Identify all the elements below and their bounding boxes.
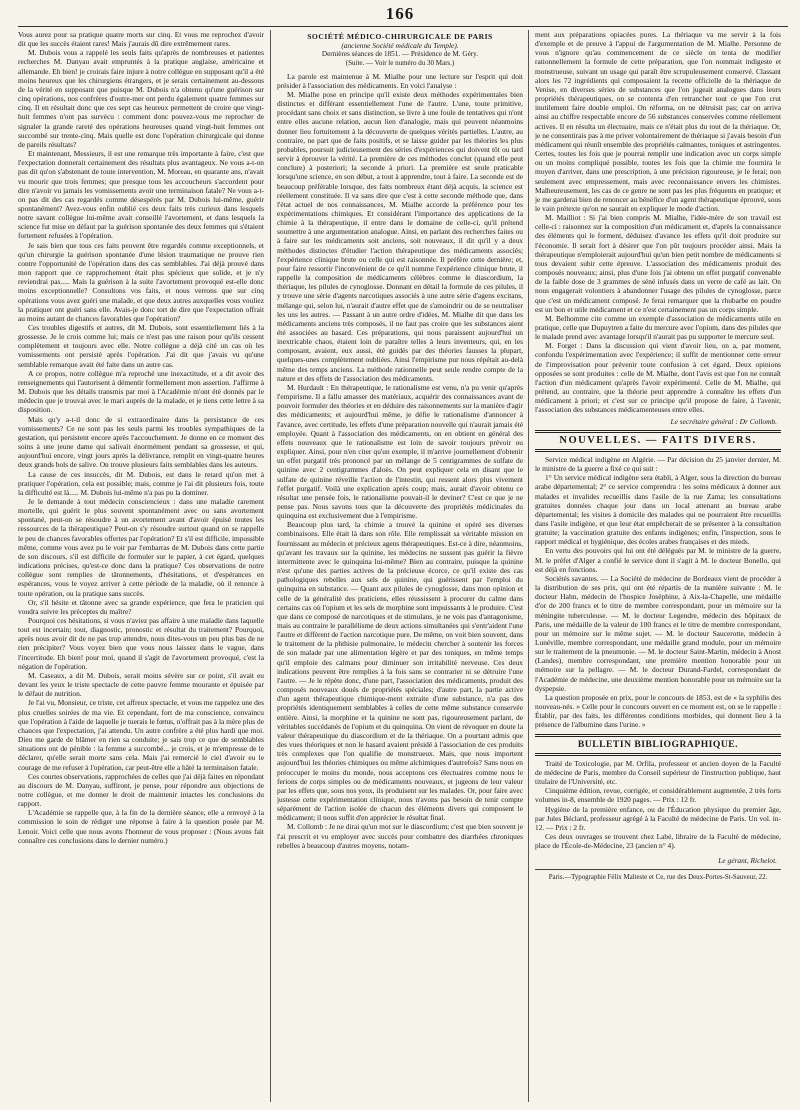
paragraph: M. Dubois vous a rappelé les seuls faits qu'après de nombreuses et patientes recherches M. Danyau avait empruntés à la pratique anglaise, américaine et allemande. Eh bien! je croirais faire injure à notre collègue en supposant qu'il a été moins heureux que les chirurgiens étrangers, et je serais certainement au-dessous de la vérité en supposant que puisque M. Dubois n'a obtenu qu'une guérison sur cinq opérations, nos confrères d'outre-mer ont perdu également quatre femmes sur cinq. Il en résultait donc que ces sept cas heureux permettent de croire que vingt-huit femmes n'ont pas survécu : comment donc pouvez-vous me reprocher de signaler la grande rareté des opérations heureuses quand vingt-huit femmes ont succombé sur trente-cinq. Mais quelle est donc l'opération chirurgicale qui donne de pareils résultats? bbox=[18, 48, 264, 149]
paragraph: Et maintenant, Messieurs, il est une remarque très importante à faire, c'est que l'expectation donnerait certainement des résultats plus avantageux. Ne vous a-t-on pas dit qu'on s'abstenant de toute intervention, M. Moreau, en quarante ans, n'avait vu mourir que trois femmes; que presque tous les accoucheurs s'accordent pour dire n'avoir vu jamais les vomissements avoir une terminaison fatale? Ne vous a-t-on pas dit des cas regardés comme désespérés par M. Dubois lui-même, guérir spontanément? Avez-vous enfin oublié ces deux faits très curieux dans lesquels notre savant collègue lui-même avait conseillé l'avortement, et dans lesquels la science fut mise en défaut par la guérison spontanée des deux femmes qui s'étaient fortement refusées à l'opération. bbox=[18, 149, 264, 241]
paragraph: M. Belhomme cite comme un exemple d'association de médicaments utile en pratique, celle que Dupuytren a faite du mercure avec l'opium, dans des pilules que le malade prend avec avantage lorsqu'il n'aurait pas pu supporter le mercure seul. bbox=[535, 313, 781, 342]
biblio-entry: Cinquième édition, revue, corrigée, et considérablement augmentée, 2 très forts volumes in-8, ensemble de 1920 pages. — Prix : 12 fr. bbox=[535, 786, 781, 805]
paragraph: M. Hurdault : En thérapeutique, le rationalisme est venu, n'a pu venir qu'après l'empirisme. Il a fallu amasser des matériaux, acquérir des connaissances avant de pouvoir formuler des théories et en déduire des raisonnements sur la manière d'agir des médicaments; et aujourd'hui même, je défie le rationalisme d'annoncer à l'avance, avec certitude, les effets d'une préparation nouvelle qui n'aurait jamais été employée. Quant à l'association des médicaments, on en obtient en général des effets nouveaux que le rationalisme est loin de savoir toujours prévoir ou expliquer. Ainsi, pour n'en citer qu'un exemple, il m'arrive journellement d'obtenir un effet purgatif très prononcé par un mélange de 5 centigrammes de sulfate de quinine avec 2 centigrammes d'aloès. On peut expliquer cela en disant que le sulfate de quinine réveille l'action de l'intestin, qui ressent alors plus vivement l'effet purgatif. Voilà une explication après coup; mais, aurait d'avoir obtenu ce résultat une pensée fois, le rationalisme pouvait-il le deviner? C'est ce que je ne pense pas. Nous savons tous que la découverte des propriétés médicinales du quinquina est exclusivement due à l'empirisme. bbox=[277, 382, 523, 521]
news-paragraph: La question proposée en prix, pour le concours de 1853, est de « la syphilis des nouveau-nés. » Celle pour le concours ouvert en ce moment est, on se le rappelle : Établir, par des faits, les différentes conditions morbides, qui donnent lieu à la présence de l'albumine dans l'urine. » bbox=[535, 692, 781, 730]
society-subtitle: (ancienne Société médicale du Temple). bbox=[341, 41, 459, 51]
biblio-entry: Ces deux ouvrages se trouvent chez Labé, libraire de la Faculté de médecine, place de l'École-de-Médecine, 23 (ancien n° 4). bbox=[535, 831, 781, 851]
section-divider bbox=[535, 430, 781, 433]
paragraph: La parole est maintenue à M. Mialhe pour une lecture sur l'esprit qui doit présider à l'association des médicaments. En voici l'analyse : bbox=[277, 71, 523, 90]
paragraph: M. Mailliot : Si j'ai bien compris M. Mialhe, l'idée-mère de son travail est celle-ci : raisonnez sur la composition d'un médicament et, d'après la connaissance des éléments qui le forment, déduisez d'avance les effets qu'il doit produire sur l'économie. Il serait fort à désirer que l'on pût toujours procéder ainsi. Mais la thérapeutique n'emploierait aujourd'hui qu'un bien petit nombre de médicaments si tous devaient subir cette épreuve. L'association des médicaments produit des composés nouveaux; ainsi, plus d'une fois j'ai obtenu un effet purgatif convenable de la faible dose de 3 grammes de séné infusés dans un verre de café au lait. On nous engagerait volontiers à abandonner l'usage des pilules de cynoglosse, parce que c'est un médicament composé. Je ferai remarquer que la rhubarbe en poudre est un bon et utile médicament et ce n'est certainement pas un corps simple. bbox=[535, 213, 781, 314]
printer-imprint: Paris.—Typographie Félix Malteste et Ce, rue des Deux-Portes-St-Sauveur, 22. bbox=[535, 869, 781, 882]
paragraph: Je sais bien que tous ces faits peuvent être regardés comme exceptionnels, et qu'un chirurgie la guérison spontanée d'une lésion traumatique ne prouve rien contre l'opportunité de l'opération dans des cas semblables. J'ai déjà prouvé dans mon rapport que ce rapprochement était plus spécieux que solide, et je n'y reviendrai pas..... Mais la guérison à la suite l'avortement provoqué est-elle donc moins exceptionnelle? Consultons vos faits, et nous verrons que sur cinq opérations vous avez guéri une malade, et que deux autres auxquelles vous vouliez la pratiquer ont guéri sans elle. Avais-je donc tort de dire que l'expectation offrait au moins autant de chances favorables que l'opération? bbox=[18, 240, 264, 323]
paragraph: Or, s'il hésite et tâtonne avec sa grande expérience, que fera le praticien qui voudra suivre les préceptes du maître? bbox=[18, 597, 264, 616]
paragraph: M. Forget : Dans la discussion qui vient d'avoir lieu, on a, par moment, confondu l'expérimentation avec l'expérience; il suffit de mentionner cette erreur de l'improvisation pour prévenir toute confusion à cet égard. Deux opinions opposées se sont produites : celle de M. Mialhe, dont l'avis est que l'on ne connaît l'action d'un médicament qu'après l'avoir expérimenté. Celle de M. Mialhe, qui prétend, au contraire, que la théorie peut apprendre à connaître les effets d'un médicament à priori; et c'est sur ce principe qu'il propose de faire, à l'avenir, l'association des substances médicamenteuses entre elles. bbox=[535, 341, 781, 415]
paragraph: Beaucoup plus tard, la chimie a trouvé la quinine et opéré ses diverses combinaisons. Elle était là dans son rôle. Elle remplissait sa véritable mission en fournissant au médecin et précieux agens thérapeutiques. Est-ce à dire, néanmoins, qu'avant les travaux sur la quinine, les médecins ne sussent pas guérir la fièvre intermittente avec le quinquina lui-même? Bien au contraire, puisque la quinine n'est qu'une des parties actives de la précieuse écorce, ce qu'il existe des cas pathologiques rebelles aux sels de quinine, qui guérissent par l'emploi du quinquina en substance. — Quant aux pilules de cynoglosse, dans mon opinion et celle de la généralité des praticiens, elles réussissent à procurer du calme dans certains cas où l'opium et les sels de morphine sont impuissants à le produire. C'est que dans ce composé de narcotiques et de stimulans, je ne vois pas d'antagonisme, mais au contraire le parallélisme de deux actions simultanées qui s'entr'aident l'une l'autre et diffèrent de l'action narcotique pure. De même, on voit bien souvent, dans le traitement de la phthisie pulmonaire, le médecin chercher à soutenir les forces de son malade par une alimentation légère et par des toniques, en même temps qu'il emploie des calmans pour diminuer son irritabilité nerveuse. Ces deux indications peuvent être remplies à la fois sans se contrarier ni se détruire l'une l'autre. — Je le répète donc, d'une part, l'association des médicaments, produit des composés nouveaux doués de propriétés spéciales; d'autre part, la partie active d'un agent thérapeutique chimique-ment extraite d'une substance, n'a pas des propriétés identiquement semblables à celles de cette même substance conservée entière. Ainsi, la morphine et la quinine ne sont pas, rigoureusement parlant, de véritables succédanés de l'opium et du quinquina. On vient de révoquer en doute la valeur thérapeutique du diascordium et de la thériaque. On a pourtant admis que des vues théoriques et non le hasard avaient présidé à l'association de ces produits très complexes que l'on qualifie de monstrueux. Mais, que nous importent aujourd'hui les théories chimiques ou même alchimiques d'autrefois? Sans nous en préoccuper le moins du monde, nous acceptons ces électuaires comme nous le ferions de corps simples ou de médicaments nouveaux, et jugeons de leur valeur par les effets que, sous nos yeux, ils produisent sur les malades. Or, pour faire avec justesse cette expérimentation clinique, nous n'avons pas besoin de tenir compte séparément de l'action isolée de chacun des éléments divers qui composent le médicament; il nous suffit d'en apprécier le résultat final. bbox=[277, 520, 523, 823]
paragraph: ment aux préparations opiacées pures. La thériaque va me servir à la fois d'exemple et de preuve à l'appui de l'argumentation de M. Mialhe. Personne de vous n'ignore qu'au commencement de ce siècle on tenta de modifier rationnellement la formule de cette préparation, que l'on nommait indigeste et monstrueuse, suivant un usage qui paraît être scrupuleusement conservé. Classant alors les 72 ingrédients qui composaient la recette officielle de la thériaque de Venise, en diverses séries de substances que l'on jugeait analogues dans leurs propriétés thérapeutiques, on se contenta d'en retrancher tout ce que l'on crut inutilement faire double emploi. On réforma, on ne détruisit pas; car on arriva ainsi au chiffre respectable encore de 56 substances conservées comme réellement actives. Il en résulta un électuaire, mais ce n'était plus du tout de la thériaque. Or, je ne consentirais pas à me priver volontairement de thériaque si j'avais besoin d'un médicament qui réunît ensemble des propriétés calmantes, toniques et astringentes. Certes, toutes les fois que je pourrai remplir une indication avec un corps simple ou un moins compliqué possible, toutes les fois que la chimie me fournira le moyen d'arriver, dans une prescription, à une précision rigoureuse, je le ferai; non seulement avec empressement, mais avec reconnaissance envers les chimistes. Malheureusement, les cas de ce genre ne sont pas les plus fréquents en pratique; et je me garderai bien de renoncer au bénéfice d'un agent thérapeutique éprouvé, sous le vain prétexte qu'on ne saurait en expliquer le mode d'action. bbox=[535, 30, 781, 213]
news-paragraph: En vertu des pouvoirs qui lui ont été délégués par M. le ministre de la guerre, M. le préfet d'Alger a confié le service dont il s'agit à M. le docteur Bonello, qui est déjà en fonctions. bbox=[535, 546, 781, 574]
paragraph: M. Collomb : Je ne dirai qu'un mot sur le diascordium; c'est que bien souvent je l'ai prescrit et vu employer avec succès pour combattre des diarrhées chroniques rebelles à beaucoup d'autres moyens, notam- bbox=[277, 822, 523, 850]
section-divider bbox=[535, 449, 781, 452]
paragraph: Pourquoi ces hésitations, si vous n'aviez pas affaire à une maladie dans laquelle tout est incertain; tout, diagnostic, pronostic et résultat du traitement? Pourquoi, après nous avoir dit de ne pas trop attendre, nous dites-vous un peu plus bas de ne rien précipiter? Vous voyez bien que vous nous laissez dans le vague, dans l'incertitude. Eh bien! pour moi, quand il s'agit de l'avortement provoqué, c'est la négation de l'opération. bbox=[18, 616, 264, 671]
page-number: 166 bbox=[385, 4, 415, 23]
column-1 bbox=[18, 30, 264, 1102]
paragraph: Vous aurez pour sa pratique quatre morts sur cinq. Et vous me reprochez d'avoir dit que les succès étaient rares! Mais j'aurais dû dire extrêmement rares. bbox=[18, 30, 264, 49]
news-section-title: NOUVELLES. — FAITS DIVERS. bbox=[559, 434, 757, 446]
news-paragraph: Service médical indigène en Algérie. — Par décision du 25 janvier dernier, M. le ministre de la guerre a fixé ce qui suit : bbox=[535, 454, 781, 474]
column-separator bbox=[528, 30, 529, 1102]
session-line: Dernières séances de 1851. — Présidence de M. Géry. bbox=[321, 50, 479, 59]
gerant-signature: Le gérant, Richelot. bbox=[718, 856, 777, 866]
column-separator bbox=[270, 30, 271, 1102]
paragraph: La cause de ces insuccès, dit M. Dubois, est dans le retard qu'on met à pratiquer l'opération, cela est possible; mais, comme je l'ai dit plusieurs fois, toute la difficulté est là..... M. Dubois lui-même n'a pas pu la dominer. bbox=[18, 469, 264, 497]
column-3 bbox=[535, 30, 781, 1102]
biblio-entry: Hygiène de la première enfance, ou de l'Éducation physique du premier âge, par Jules Béclard, professeur agrégé à la Faculté de médecine de Paris. Un vol. in-12. — Prix : 2 fr. bbox=[535, 804, 781, 832]
section-divider bbox=[535, 734, 781, 737]
news-paragraph: Sociétés savantes. — La Société de médecine de Bordeaux vient de procéder à la distribution de ses prix, qui ont été répartis de la manière suivante : M. le docteur Hahn, médecin de l'hospice Joséphine, à Aix-la-Chapelle, une médaille d'or de 200 francs et le titre de membre correspondant, pour un mémoire sur la méningite tuberculeuse. — M. le docteur Legendre, médecin des hôpitaux de Paris, une médaille de la valeur de 100 francs et le titre de membre correspondant, pour un mémoire sur le même sujet. — M. le docteur Saucerotte, médecin à Lunéville, membre correspondant, une médaille grand module, pour un mémoire sur le traitement de la pneumonie. — M. le docteur Saint-Martin, médecin à Anost (Landes), membre correspondant, une première mention honorable pour un mémoire sur la pellagre. — M. le docteur Durand-Fardel, correspondant de l'Académie de médecine, une deuxième mention honorable pour un mémoire sur la dyspepsie. bbox=[535, 573, 781, 693]
society-heading: SOCIÉTÉ MÉDICO-CHIRURGICALE DE PARIS bbox=[307, 32, 493, 41]
news-paragraph: 1° Un service médical indigène sera établi, à Alger, sous la direction du bureau arabe départemental; 2° ce service comprendra : les soins médicaux à donner aux malades et invalides recueillis dans l'asile de la rue Zama; les consultations gratuites données chaque jour dans un local attenant au bureau arabe départemental; les visites à domicile des malades qui ne pourraient être recueillis dans l'asile indigène, et que leur état empêcherait de se présenter à la consultation gratuite; la vaccination gratuite des enfants indigènes; enfin, l'inspection, sous le rapport médical et hygiénique, des écoles arabes françaises et des mieds. bbox=[535, 473, 781, 547]
bibliography-title: BULLETIN BIBLIOGRAPHIQUE. bbox=[577, 738, 739, 750]
paragraph: Ces courtes observations, rapprochées de celles que j'ai déjà faites en répondant au discours de M. Danyau, suffiront, je pense, pour répondre aux objections de notre collègue, et me donner le droit de maintenir intactes les conclusions du rapport. bbox=[18, 771, 264, 809]
header-rule bbox=[18, 26, 788, 27]
paragraph: Mais qu'y a-t-il donc de si extraordinaire dans la persistance de ces vomissements? Ce ne sont pas les seuls parmi les troubles sympathiques de la gestation, qui persistent encore après l'accouchement. Je donne en ce moment des soins à une jeune dame qui salivait énormément pendant sa grossesse, et qui, aujourd'hui encore, vingt jours après la délivrance, remplit en vingt-quatre heures deux grands bols de salive. On trouve plusieurs faits semblables dans les auteurs. bbox=[18, 414, 264, 470]
column-2 bbox=[277, 30, 523, 1102]
paragraph: M. Mialhe pose en principe qu'il existe deux méthodes expérimentales bien distinctes et différant essentiellement l'une de l'autre. L'une, toute primitive, procédant sans choix et sans distinction, se livre à une foule de tentatives qui n'ont entre elles aucune relation, aucun lien d'analogie, mais qui peuvent néanmoins donner lieu fortuitement à la découverte de quelques vérités partielles. L'autre, au contraire, ne part que de faits positifs, et se laisse guider par les théories les plus probables, poursuit judicieusement des séries d'expériences qui doivent tôt ou tard servir à éprouver la vérité. La première de ces méthodes conclut (quand elle peut conclure) à posteriori; la seconde à priori. La première est seule praticable lorsqu'une science, en son début, a tout à apprendre, tout à faire. La seconde est de beaucoup préférable lorsque, des faits nombreux étant déjà acquis, la science est réellement constituée. Il va sans dire que c'est à cette seconde méthode que, dans l'état actuel de nos connaissances, M. Mialhe accorde la préférence pour les expérimentations chimiques. Et considérant l'importance des applications de la chimie à la thérapeutique, il entre dans le domaine de celle-ci, qu'il prétend soumettre à une argumentation analogue. Ainsi, en parlant des recherches faites ou à faire sur les médicaments soit anciens, soit nouveaux, il dit qu'il y a deux méthodes distinctes d'étudier l'action thérapeutique des médicaments associés; l'expérience clinique brute ou celle qui est raisonnée. Il préfère cette dernière; et, pour faire ressortir l'inconvénient de ce qu'il nomme l'expérience clinique brute, il rappelle la composition de médicaments célèbres comme le diascordium, la thériaque, les pilules de cynoglosse. Donnant en détail la formule de ces pilules, il y trouve une série d'agents narcotiques associés à une autre série d'agens excitans, mélange qui, selon lui, n'aurait d'autre effet que de s'amoindrir ou de se neutraliser les uns les autres. — Passant à un autre ordre d'idées, M. Mialhe dit que dans les médicaments anciens très composés, il ne faut pas croire que les substances aient été associées au hasard. Ces préparations, qui nous paraissent aujourd'hui un inextricable chaos, étaient loin de paraître telles à leurs inventeurs, qui, en les composant, avaient, eux aussi, été guidés par des théories fausses la plupart, quelques-unes complètement oubliées. Ainsi l'empirisme pur nous répétait au-delà même des temps anciens. La méthode rationnelle peut seule rendre compte de la nature et des effets de l'association des médicaments. bbox=[277, 89, 523, 383]
paragraph: Je le demande à tout médecin consciencieux : dans une maladie rarement mortelle, qui guérit le plus souvent spontanément avec ou sans avortement spontané, peut-on se résoudre à un avortement avant d'avoir épuisé toutes les ressources de la thérapeutique? Peut-on s'y résoudre surtout quand on se rappelle le peu de chances favorables offertes par l'opération? Et s'il est difficile, impossible même, comme vous avez pu le voir par l'embarras de M. Dubois dans cette partie de son discours, s'il est difficile de formuler sur le papier, à cet égard, quelques indications précises, qu'est-ce donc dans la pratique? Ces observations de notre collègue sont remplies de tâtonnements, d'hésitations, et d'espérances en espérances, vous le voyez arriver à cette période de la maladie, où il renonce à toute opération, ou la pratique sans succès. bbox=[18, 496, 264, 598]
biblio-entry: Traité de Toxicologie, par M. Orfila, professeur et ancien doyen de la Faculté de médecine de Paris, membre du Conseil supérieur de l'instruction publique, haut titulaire de l'Université, etc. bbox=[535, 758, 781, 787]
suite-note: (Suite. — Voir le numéro du 30 Mars.) bbox=[345, 59, 455, 68]
section-divider bbox=[535, 753, 781, 756]
paragraph: A ce propos, notre collègue m'a reproché une inexactitude, et a dit avoir des renseignements qui l'autorisent à démentir formellement mon assertion. J'affirme à M. Dubois que les détails transmis par moi à l'Académie m'ont été donnés par le médecin que je trouvai avec le mari auprès de la malade, et je tiens cette lettre à sa disposition. bbox=[18, 368, 264, 415]
paragraph: Ces troubles digestifs et autres, dit M. Dubois, sont essentiellement liés à la grossesse. Je le crois comme lui; mais ce n'est pas une raison pour qu'ils cessent complètement et toujours avec elle. Notre collègue a déjà cité un cas où les vomissements ont persisté après l'opération. J'ai dit que j'avais vu qu'une semblable remarque avait été faite dans un autre cas. bbox=[18, 323, 264, 369]
paragraph: M. Caseaux, a dit M. Dubois, serait moins sévère sur ce point, s'il avait eu devant les yeux le triste spectacle de cette pauvre femme mourante et épuisée par le défaut de nutrition. bbox=[18, 670, 264, 699]
secretary-signature: Le secrétaire général : Dr Collomb. bbox=[670, 416, 777, 426]
paragraph: Je l'ai vu, Monsieur, ce triste, cet affreux spectacle, et vous me rappelez une des plus cruelles soirées de ma vie. Et cependant, fort de ma conscience, convaincu que l'opération à l'aide de laquelle je tuerais le fœtus, n'offrait pas à la mère plus de chances que l'expectation, j'ai attendu. Un autre confrère a été plus hardi que moi. Dieu me garde de blâmer en rien sa conduite; je sais trop ce que de semblables situations ont de pénible : la femme a succombé... je crois, et je m'empresse de le déclarer, qu'elle serait morte sans cela. Mais j'ai remercié le ciel d'avoir eu le courage de me refuser à l'opération, car peut-être elle a hâté la terminaison fatale. bbox=[18, 698, 264, 772]
paragraph: L'Académie se rappelle que, à la fin de la dernière séance, elle a renvoyé à la commission le soin de rédiger une réponse à faire à la question posée par M. Lenoir. Voici celle que nous avons l'honneur de vous proposer : (Nous avons fait connaître ces conclusions dans le dernier numéro.) bbox=[18, 808, 264, 845]
